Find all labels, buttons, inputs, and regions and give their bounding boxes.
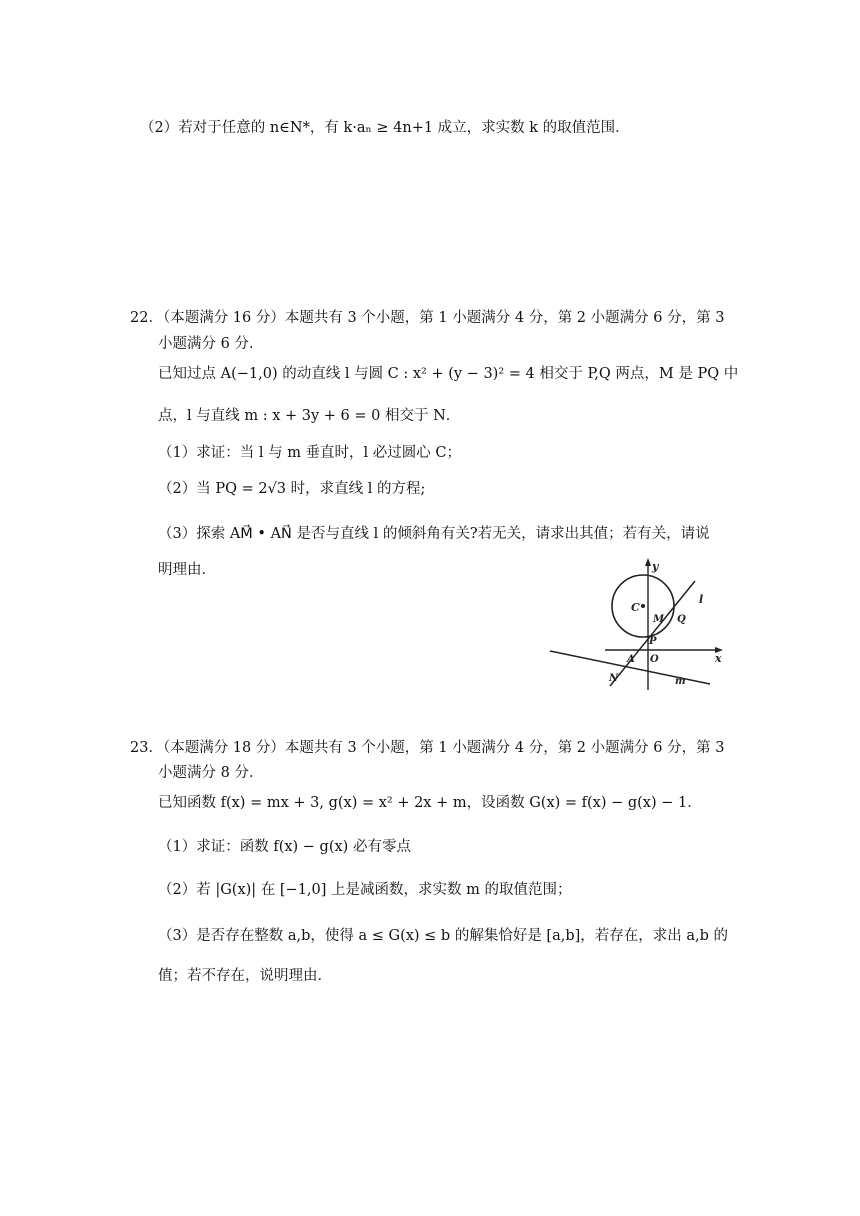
q22-header-line2: 小题满分 6 分． [158, 336, 264, 352]
label-l: l [699, 593, 704, 606]
q22-part1: （1）求证：当 l 与 m 垂直时，l 必过圆心 C； [158, 445, 461, 461]
q23-part1: （1）求证：函数 f(x) − g(x) 必有零点 [158, 839, 411, 855]
q23-header-line2: 小题满分 8 分． [158, 765, 264, 781]
q22-stem-line2: 点，l 与直线 m : x + 3y + 6 = 0 相交于 N． [158, 408, 461, 424]
q23-part3-line2: 值；若不存在，说明理由． [158, 968, 332, 984]
q23-part3-line1: （3）是否存在整数 a,b，使得 a ≤ G(x) ≤ b 的解集恰好是 [a,b]，若存在，求出 a,b 的 [158, 928, 729, 944]
y-axis-arrow [645, 558, 651, 566]
q23-part2: （2）若 |G(x)| 在 [−1,0] 上是减函数，求实数 m 的取值范围； [158, 882, 572, 898]
q22-header-line1: 22．（本题满分 16 分）本题共有 3 个小题，第 1 小题满分 4 分，第 2 小题满分 6 分，第 3 [130, 310, 725, 326]
q22-part2: （2）当 PQ = 2√3 时，求直线 l 的方程; [158, 481, 426, 497]
label-n: N [609, 673, 619, 684]
label-q: Q [677, 614, 686, 625]
q22-part3-line1: （3）探索 AM⃗ • AN⃗ 是否与直线 l 的倾斜角有关?若无关，请求出其值；若有关，请说 [158, 526, 710, 542]
label-m-line: m [675, 676, 686, 687]
label-m-point: M [653, 614, 665, 625]
label-y: y [652, 560, 659, 573]
label-a: A [627, 654, 635, 665]
q23-header-line1: 23．（本题满分 18 分）本题共有 3 个小题，第 1 小题满分 4 分，第 2 小题满分 6 分，第 3 [130, 740, 725, 756]
q23-stem: 已知函数 f(x) = mx + 3, g(x) = x² + 2x + m，设函数 G(x) = f(x) − g(x) − 1． [158, 795, 702, 811]
label-o: O [650, 654, 659, 665]
q22-stem-line1: 已知过点 A(−1,0) 的动直线 l 与圆 C : x² + (y − 3)² = 4 相交于 P,Q 两点，M 是 PQ 中 [158, 366, 739, 382]
q21-part2: （2）若对于任意的 n∈N*，有 k·aₙ ≥ 4n+1 成立，求实数 k 的取值范围． [140, 120, 630, 136]
q22-part3-line2: 明理由． [158, 562, 216, 578]
center-point [641, 604, 645, 608]
q22-geometry-figure [545, 556, 730, 696]
label-p: P [649, 636, 657, 647]
label-x: x [715, 652, 722, 665]
label-c: C [631, 601, 640, 614]
line-l [610, 581, 695, 686]
